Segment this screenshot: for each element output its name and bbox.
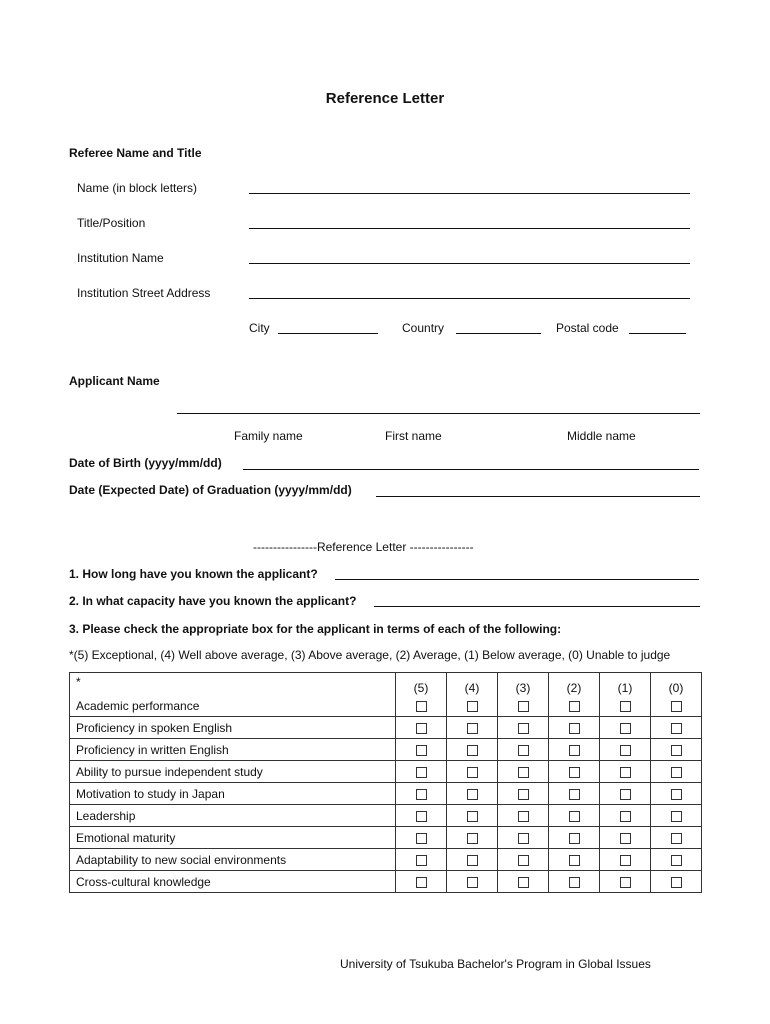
rating-cell — [396, 849, 447, 871]
rating-checkbox[interactable] — [671, 767, 682, 778]
rating-cell — [447, 871, 498, 893]
rating-checkbox[interactable] — [569, 701, 580, 712]
rating-checkbox[interactable] — [518, 833, 529, 844]
criterion-label: Adaptability to new social environments — [70, 849, 396, 871]
rating-cell — [498, 783, 549, 805]
criterion-label: Academic performance — [70, 695, 396, 717]
rating-cell — [651, 761, 702, 783]
country-label: Country — [402, 321, 445, 335]
criterion-label: Proficiency in written English — [70, 739, 396, 761]
graduation-input[interactable] — [376, 496, 700, 497]
rating-checkbox[interactable] — [671, 723, 682, 734]
institution-label: Institution Name — [77, 251, 164, 265]
middle-name-label: Middle name — [567, 429, 636, 443]
rating-cell — [447, 783, 498, 805]
rating-checkbox[interactable] — [467, 811, 478, 822]
rating-checkbox[interactable] — [620, 767, 631, 778]
rating-checkbox[interactable] — [467, 745, 478, 756]
rating-cell — [549, 717, 600, 739]
rating-checkbox[interactable] — [416, 811, 427, 822]
rating-cell — [549, 761, 600, 783]
rating-cell — [498, 805, 549, 827]
rating-checkbox[interactable] — [467, 789, 478, 800]
rating-cell — [447, 761, 498, 783]
rating-checkbox[interactable] — [620, 745, 631, 756]
rating-checkbox[interactable] — [467, 877, 478, 888]
rating-checkbox[interactable] — [671, 745, 682, 756]
criterion-label: Emotional maturity — [70, 827, 396, 849]
rating-cell — [498, 717, 549, 739]
rating-cell — [651, 717, 702, 739]
letter-divider: ----------------Reference Letter ---------------- — [253, 540, 474, 554]
criterion-label: Proficiency in spoken English — [70, 717, 396, 739]
rating-cell — [549, 695, 600, 717]
column-header: (4) — [447, 673, 498, 696]
rating-checkbox[interactable] — [671, 877, 682, 888]
table-row — [70, 805, 702, 827]
rating-cell — [600, 761, 651, 783]
rating-checkbox[interactable] — [671, 855, 682, 866]
dob-label: Date of Birth (yyyy/mm/dd) — [69, 456, 222, 470]
title-label: Title/Position — [77, 216, 146, 230]
rating-cell — [600, 739, 651, 761]
rating-cell — [447, 849, 498, 871]
column-header: (0) — [651, 673, 702, 696]
rating-cell — [651, 827, 702, 849]
question-2: 2. In what capacity have you known the applicant? — [69, 594, 357, 608]
rating-checkbox[interactable] — [569, 877, 580, 888]
rating-checkbox[interactable] — [569, 855, 580, 866]
rating-cell — [447, 695, 498, 717]
graduation-label: Date (Expected Date) of Graduation (yyyy/mm/dd) — [69, 483, 352, 497]
rating-cell — [498, 739, 549, 761]
table-row — [70, 849, 702, 871]
table-row — [70, 827, 702, 849]
page-title: Reference Letter — [325, 90, 445, 107]
rating-cell — [549, 827, 600, 849]
question-1: 1. How long have you known the applicant? — [69, 567, 318, 581]
rating-cell — [651, 739, 702, 761]
rating-cell — [549, 849, 600, 871]
rating-cell — [651, 783, 702, 805]
referee-heading: Referee Name and Title — [69, 146, 202, 160]
rating-checkbox[interactable] — [416, 767, 427, 778]
rating-checkbox[interactable] — [671, 833, 682, 844]
rating-checkbox[interactable] — [467, 701, 478, 712]
city-label: City — [249, 321, 270, 335]
rating-checkbox[interactable] — [569, 789, 580, 800]
rating-cell — [651, 871, 702, 893]
applicant-heading: Applicant Name — [69, 374, 160, 388]
column-header: (5) — [396, 673, 447, 696]
rating-cell — [498, 695, 549, 717]
rating-scale-legend: *(5) Exceptional, (4) Well above average, (3) Above average, (2) Average, (1) Below average, (0) Unable to judge — [69, 648, 671, 662]
rating-cell — [600, 827, 651, 849]
rating-cell — [600, 695, 651, 717]
rating-checkbox[interactable] — [518, 789, 529, 800]
rating-cell — [549, 871, 600, 893]
rating-cell — [447, 805, 498, 827]
rating-cell — [396, 871, 447, 893]
family-name-label: Family name — [234, 429, 303, 443]
city-input[interactable] — [278, 333, 378, 334]
table-row — [70, 739, 702, 761]
corner-cell: * — [70, 673, 396, 696]
rating-checkbox[interactable] — [518, 701, 529, 712]
rating-checkbox[interactable] — [416, 833, 427, 844]
table-row — [70, 783, 702, 805]
rating-cell — [396, 739, 447, 761]
table-row — [70, 761, 702, 783]
rating-checkbox[interactable] — [518, 767, 529, 778]
rating-checkbox[interactable] — [620, 723, 631, 734]
rating-checkbox[interactable] — [416, 745, 427, 756]
rating-cell — [396, 695, 447, 717]
rating-cell — [600, 871, 651, 893]
rating-checkbox[interactable] — [620, 701, 631, 712]
rating-checkbox[interactable] — [518, 877, 529, 888]
rating-checkbox[interactable] — [620, 811, 631, 822]
rating-checkbox[interactable] — [620, 855, 631, 866]
rating-checkbox[interactable] — [569, 723, 580, 734]
criterion-label: Ability to pursue independent study — [70, 761, 396, 783]
rating-checkbox[interactable] — [518, 745, 529, 756]
criterion-label: Cross-cultural knowledge — [70, 871, 396, 893]
rating-cell — [549, 805, 600, 827]
table-row — [70, 695, 702, 717]
table-row — [70, 871, 702, 893]
rating-checkbox[interactable] — [671, 811, 682, 822]
footer-text: University of Tsukuba Bachelor's Program in Global Issues — [340, 957, 651, 971]
rating-cell — [600, 783, 651, 805]
table-header-row — [70, 673, 702, 696]
table-row — [70, 717, 702, 739]
rating-checkbox[interactable] — [416, 723, 427, 734]
rating-checkbox[interactable] — [467, 723, 478, 734]
postal-label: Postal code — [556, 321, 619, 335]
applicant-name-input[interactable] — [177, 413, 700, 414]
rating-checkbox[interactable] — [518, 811, 529, 822]
rating-cell — [651, 805, 702, 827]
rating-cell — [549, 739, 600, 761]
rating-cell — [600, 849, 651, 871]
rating-checkbox[interactable] — [467, 833, 478, 844]
rating-checkbox[interactable] — [620, 833, 631, 844]
column-header: (2) — [549, 673, 600, 696]
rating-checkbox[interactable] — [518, 855, 529, 866]
name-input[interactable] — [249, 193, 690, 194]
rating-checkbox[interactable] — [569, 833, 580, 844]
rating-cell — [651, 849, 702, 871]
name-label: Name (in block letters) — [77, 181, 198, 195]
rating-checkbox[interactable] — [518, 723, 529, 734]
rating-checkbox[interactable] — [620, 789, 631, 800]
rating-checkbox[interactable] — [569, 745, 580, 756]
criterion-label: Motivation to study in Japan — [70, 783, 396, 805]
country-input[interactable] — [456, 333, 541, 334]
rating-cell — [600, 805, 651, 827]
first-name-label: First name — [385, 429, 442, 443]
rating-checkbox[interactable] — [569, 767, 580, 778]
rating-checkbox[interactable] — [416, 855, 427, 866]
rating-cell — [396, 805, 447, 827]
rating-cell — [498, 761, 549, 783]
question-2-input[interactable] — [374, 606, 700, 607]
rating-table — [69, 672, 702, 893]
column-header: (1) — [600, 673, 651, 696]
address-label: Institution Street Address — [77, 286, 211, 300]
rating-checkbox[interactable] — [467, 767, 478, 778]
rating-cell — [396, 761, 447, 783]
rating-cell — [498, 849, 549, 871]
question-3: 3. Please check the appropriate box for the applicant in terms of each of the following: — [69, 622, 562, 636]
criterion-label: Leadership — [70, 805, 396, 827]
rating-cell — [651, 695, 702, 717]
rating-checkbox[interactable] — [671, 701, 682, 712]
dob-input[interactable] — [243, 469, 699, 470]
rating-cell — [447, 717, 498, 739]
rating-cell — [447, 739, 498, 761]
rating-checkbox[interactable] — [620, 877, 631, 888]
rating-cell — [549, 783, 600, 805]
institution-input[interactable] — [249, 263, 690, 264]
rating-checkbox[interactable] — [416, 701, 427, 712]
rating-cell — [396, 717, 447, 739]
rating-checkbox[interactable] — [569, 811, 580, 822]
question-1-input[interactable] — [335, 579, 699, 580]
rating-checkbox[interactable] — [416, 877, 427, 888]
rating-cell — [396, 783, 447, 805]
rating-cell — [498, 827, 549, 849]
postal-input[interactable] — [629, 333, 686, 334]
rating-cell — [396, 827, 447, 849]
rating-checkbox[interactable] — [671, 789, 682, 800]
rating-checkbox[interactable] — [416, 789, 427, 800]
rating-checkbox[interactable] — [467, 855, 478, 866]
rating-cell — [600, 717, 651, 739]
rating-cell — [447, 827, 498, 849]
column-header: (3) — [498, 673, 549, 696]
title-input[interactable] — [249, 228, 690, 229]
rating-cell — [498, 871, 549, 893]
address-input[interactable] — [249, 298, 690, 299]
